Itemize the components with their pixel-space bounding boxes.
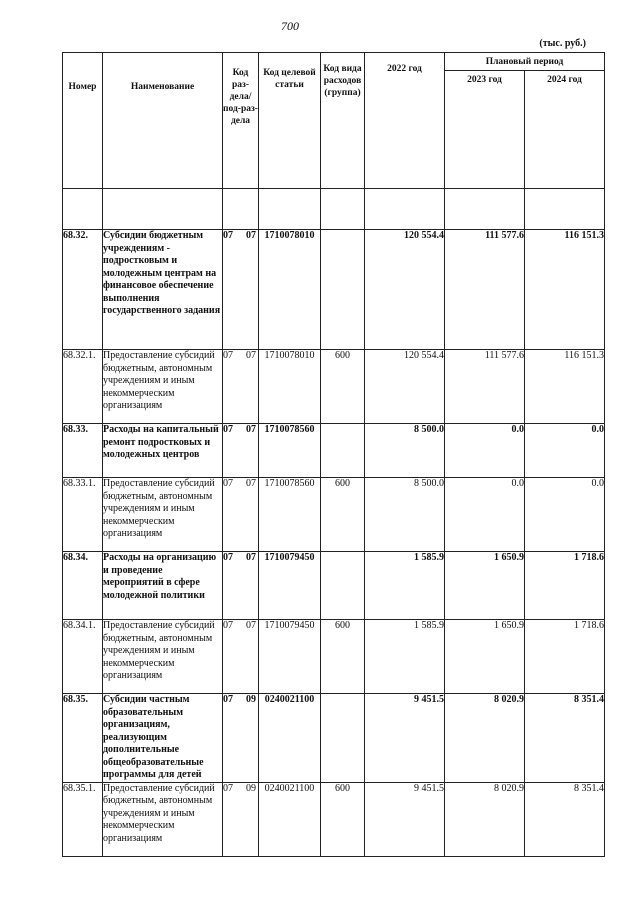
row-amount-2024: 1 718.6 [525,620,605,694]
row-name: Субсидии частным образовательным организациям, реализующим дополнительные общеобразовательные программы для детей [103,694,223,783]
row-razdel-code: 07 [223,782,233,794]
row-amount-2024: 0.0 [525,478,605,552]
row-amount-2023: 8 020.9 [445,694,525,783]
row-razdel [223,478,259,552]
header-name: Наименование [103,53,223,189]
row-amount-2022: 9 451.5 [365,694,445,783]
table-row [63,620,605,694]
row-amount-2024: 8 351.4 [525,694,605,783]
table-body [63,189,605,857]
row-razdel [223,620,259,694]
row-amount-2023: 8 020.9 [445,782,525,856]
table-row [63,230,605,350]
row-amount-2022: 120 554.4 [365,350,445,424]
row-cel: 0240021100 [259,782,321,856]
row-amount-2022: 1 585.9 [365,620,445,694]
units-label: (тыс. руб.) [539,38,586,49]
row-amount-2022: 120 554.4 [365,230,445,350]
row-amount-2024: 1 718.6 [525,552,605,620]
table-row [63,350,605,424]
row-cel: 1710079450 [259,552,321,620]
header-plan-period: Плановый период [445,53,605,71]
row-vid [321,424,365,478]
header-razdel: Код раз-дела/ под-раз-дела [223,53,259,189]
row-name: Предоставление субсидий бюджетным, автономным учреждениям и иным некоммерческим организациям [103,350,223,424]
row-number: 68.32.1. [63,350,103,424]
row-number: 68.33. [63,424,103,478]
row-razdel [223,424,259,478]
row-podrazdel-code: 07 [246,620,256,631]
row-podrazdel-code: 07 [246,424,256,435]
row-razdel [223,230,259,350]
row-razdel-code: 07 [223,552,233,563]
row-razdel-code: 07 [223,424,233,435]
row-amount-2024: 116 151.3 [525,350,605,424]
row-razdel [223,782,259,856]
row-podrazdel-code: 09 [246,694,256,705]
table-spacer-row [63,189,605,230]
row-amount-2023: 111 577.6 [445,350,525,424]
budget-table [62,52,605,857]
row-amount-2022: 8 500.0 [365,424,445,478]
row-vid: 600 [321,620,365,694]
row-amount-2023: 1 650.9 [445,552,525,620]
row-razdel [223,350,259,424]
row-razdel-code: 07 [223,694,233,705]
row-amount-2024: 0.0 [525,424,605,478]
row-name: Предоставление субсидий бюджетным, автономным учреждениям и иным некоммерческим организациям [103,782,223,856]
row-amount-2023: 111 577.6 [445,230,525,350]
row-name: Предоставление субсидий бюджетным, автономным учреждениям и иным некоммерческим организациям [103,478,223,552]
row-amount-2022: 8 500.0 [365,478,445,552]
row-amount-2022: 1 585.9 [365,552,445,620]
row-amount-2023: 0.0 [445,424,525,478]
row-vid [321,552,365,620]
row-podrazdel-code: 09 [246,782,256,794]
header-2022: 2022 год [365,53,445,189]
row-cel: 1710078560 [259,424,321,478]
row-number: 68.35. [63,694,103,783]
row-cel: 1710078560 [259,478,321,552]
row-razdel-code: 07 [223,478,233,489]
row-name: Расходы на капитальный ремонт подростковых и молодежных центров [103,424,223,478]
row-name: Расходы на организацию и проведение мероприятий в сфере молодежной политики [103,552,223,620]
row-cel: 1710078010 [259,350,321,424]
row-razdel [223,552,259,620]
row-cel: 1710079450 [259,620,321,694]
row-cel: 1710078010 [259,230,321,350]
row-amount-2023: 0.0 [445,478,525,552]
row-razdel [223,694,259,783]
row-name: Предоставление субсидий бюджетным, автономным учреждениям и иным некоммерческим организациям [103,620,223,694]
row-number: 68.34. [63,552,103,620]
row-amount-2024: 116 151.3 [525,230,605,350]
header-2024: 2024 год [525,71,605,189]
row-cel: 0240021100 [259,694,321,783]
header-cel: Код целевой статьи [259,53,321,189]
row-vid: 600 [321,350,365,424]
header-vid: Код вида расходов (группа) [321,53,365,189]
row-razdel-code: 07 [223,620,233,631]
row-razdel-code: 07 [223,230,233,241]
row-razdel-code: 07 [223,350,233,361]
row-vid [321,694,365,783]
row-number: 68.33.1. [63,478,103,552]
row-vid: 600 [321,478,365,552]
table-row [63,552,605,620]
page-number: 700 [281,19,299,33]
row-number: 68.32. [63,230,103,350]
row-vid: 600 [321,782,365,856]
row-amount-2023: 1 650.9 [445,620,525,694]
table-row [63,694,605,783]
table-row [63,782,605,856]
row-number: 68.34.1. [63,620,103,694]
row-amount-2024: 8 351.4 [525,782,605,856]
row-podrazdel-code: 07 [246,478,256,489]
table-row [63,478,605,552]
row-podrazdel-code: 07 [246,552,256,563]
row-number: 68.35.1. [63,782,103,856]
row-vid [321,230,365,350]
header-2023: 2023 год [445,71,525,189]
header-number: Номер [63,53,103,189]
row-podrazdel-code: 07 [246,230,256,241]
row-amount-2022: 9 451.5 [365,782,445,856]
table-row [63,424,605,478]
row-podrazdel-code: 07 [246,350,256,361]
row-name: Субсидии бюджетным учреждениям - подростковым и молодежным центрам на финансовое обеспечение выполнения государственного задания [103,230,223,350]
